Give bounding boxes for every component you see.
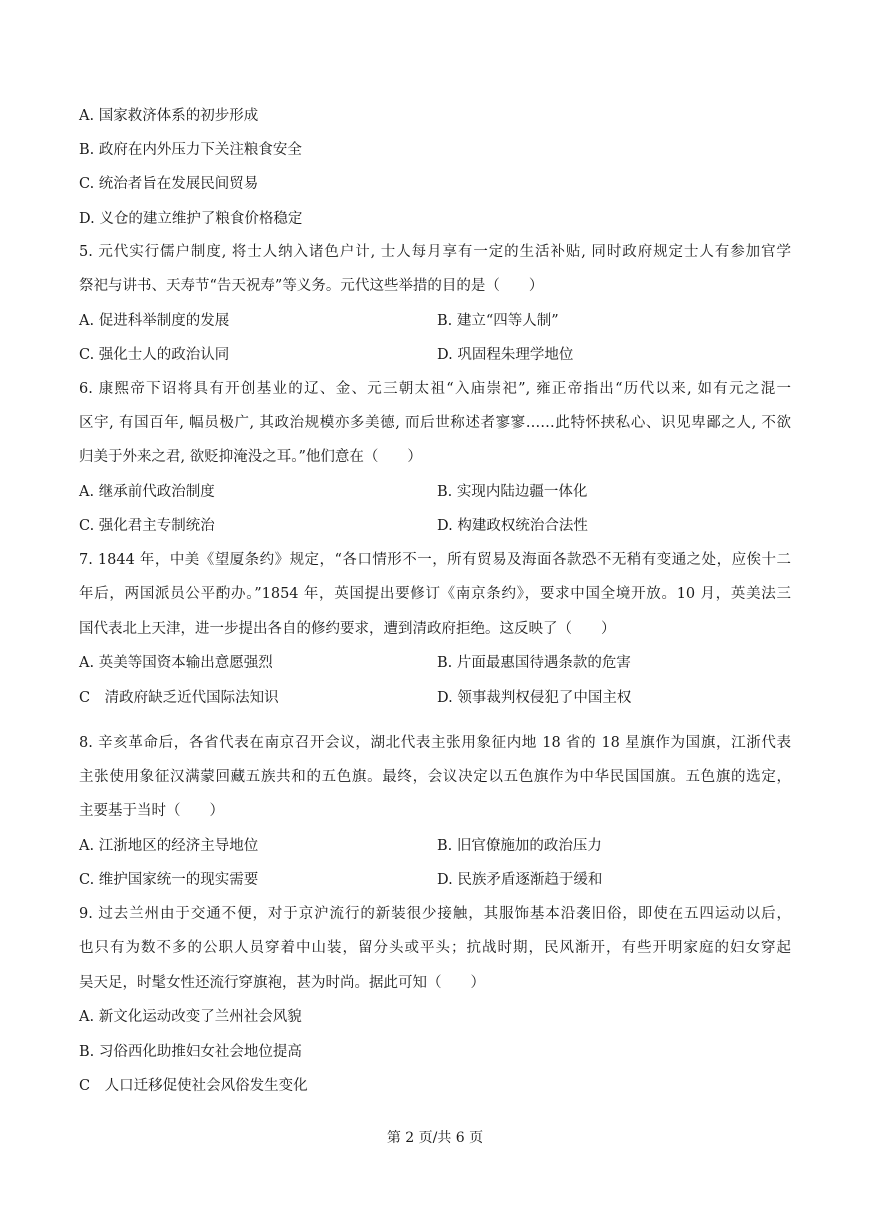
q5-option-c: C. 强化士人的政治认同 [79,347,230,363]
page-number-footer: 第 2 页/共 6 页 [386,1130,484,1146]
q9-stem-line-1: 9. 过去兰州由于交通不便，对于京沪流行的新装很少接触，其服饰基本沿袭旧俗，即使在五四运动以后， [79,906,791,922]
q8-option-b: B. 旧官僚施加的政治压力 [437,838,602,854]
q9-option-c: C 人口迁移促使社会风俗发生变化 [79,1078,308,1094]
q7-option-a: A. 英美等国资本输出意愿强烈 [79,655,273,671]
q6-option-a: A. 继承前代政治制度 [79,484,215,500]
q4-option-b: B. 政府在内外压力下关注粮食安全 [79,142,302,158]
q8-stem-line-3: 主要基于当时（ ） [79,803,224,819]
q8-option-d: D. 民族矛盾逐渐趋于缓和 [437,872,603,888]
q8-stem-line-1: 8. 辛亥革命后，各省代表在南京召开会议，湖北代表主张用象征内地 18 省的 18 星旗作为国旗，江浙代表 [79,735,791,751]
q9-stem-line-2: 也只有为数不多的公职人员穿着中山装，留分头或平头；抗战时期，民风渐开，有些开明家庭的妇女穿起 [79,940,791,956]
q4-option-c: C. 统治者旨在发展民间贸易 [79,176,259,192]
q7-stem-line-1: 7. 1844 年，中美《望厦条约》规定，“各口情形不一，所有贸易及海面各款恐不无稍有变通之处，应俟十二 [79,552,791,568]
q9-stem-line-3: 吴天足，时髦女性还流行穿旗袍，甚为时尚。据此可知（ ） [79,975,485,991]
q8-option-a: A. 江浙地区的经济主导地位 [79,838,259,854]
q4-option-d: D. 义仓的建立维护了粮食价格稳定 [79,211,303,227]
q8-stem-line-2: 主张使用象征汉满蒙回藏五族共和的五色旗。最终，会议决定以五色旗作为中华民国国旗。五色旗的选定， [79,769,791,785]
q7-stem-line-3: 国代表北上天津，进一步提出各自的修约要求，遭到清政府拒绝。这反映了（ ） [79,621,616,637]
q4-option-a: A. 国家救济体系的初步形成 [79,108,259,124]
q6-option-b: B. 实现内陆边疆一体化 [437,484,588,500]
q7-option-d: D. 领事裁判权侵犯了中国主权 [437,690,632,706]
q5-stem-line-2: 祭祀与讲书、天寿节“告天祝寿”等义务。元代这些举措的目的是（ ） [79,278,544,294]
q9-option-b: B. 习俗西化助推妇女社会地位提高 [79,1044,302,1060]
q7-option-c: C 清政府缺乏近代国际法知识 [79,690,279,706]
q6-stem-line-1: 6. 康熙帝下诏将具有开创基业的辽、金、元三朝太祖“入庙崇祀”, 雍正帝指出“历代以来, 如有元之混一 [79,381,791,397]
q5-option-a: A. 促进科举制度的发展 [79,313,230,329]
q7-stem-line-2: 年后，两国派员公平酌办。”1854 年，英国提出要修订《南京条约》，要求中国全境开放。10 月，英美法三 [79,586,791,602]
q6-option-d: D. 构建政权统治合法性 [437,518,588,534]
q7-option-b: B. 片面最惠国待遇条款的危害 [437,655,631,671]
q5-option-b: B. 建立“四等人制” [437,313,559,329]
q8-option-c: C. 维护国家统一的现实需要 [79,872,259,888]
q5-stem-line-1: 5. 元代实行儒户制度, 将士人纳入诸色户计, 士人每月享有一定的生活补贴, 同时政府规定士人有参加官学 [79,244,791,260]
q5-option-d: D. 巩固程朱理学地位 [437,347,574,363]
q6-stem-line-2: 区宇, 有国百年, 幅员极广, 其政治规模亦多美德, 而后世称述者寥寥……此特怀挟私心、识见卑鄙之人, 不欲 [79,415,791,431]
q6-stem-line-3: 归美于外来之君, 欲贬抑淹没之耳。”他们意在（ ） [79,449,422,465]
q9-option-a: A. 新文化运动改变了兰州社会风貌 [79,1009,302,1025]
q6-option-c: C. 强化君主专制统治 [79,518,215,534]
